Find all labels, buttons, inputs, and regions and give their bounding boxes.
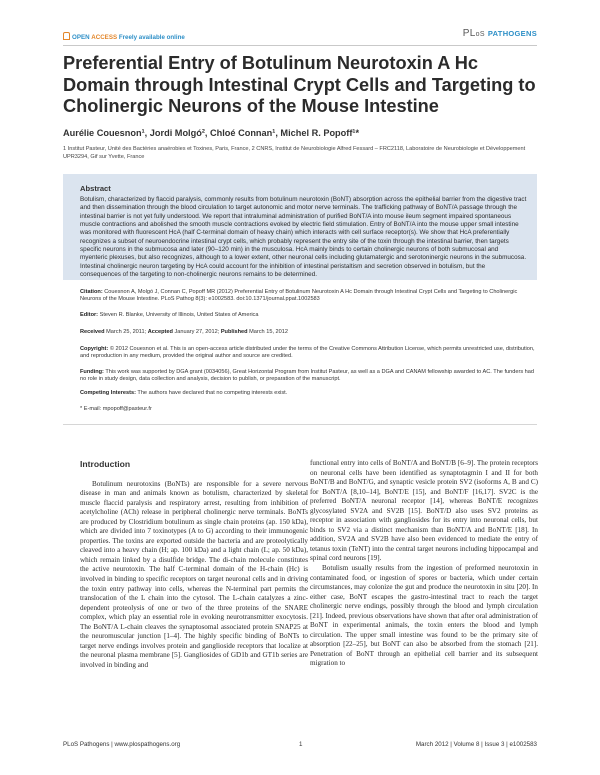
editor-text: Steven R. Blanke, University of Illinois, United States of America [99,312,259,318]
open-access-label: OPEN [72,34,90,41]
funding-block: Funding: This work was supported by DGA grant (0034056), Great Horizontal Program from Institut Pasteur, as well as a DGA and CANAM fellowship awarded to AC. The funders had no role in study design, data collection and analysis, decision to publish, or preparation of the manuscript. [80,369,535,383]
affiliations: 1 Institut Pasteur, Unité des Bactéries anaérobies et Toxines, Paris, France, 2 CNRS, Institut de Neurobiologie Alfred Fessard – FRC2118, Laboratoire de Neurobiologie et Développement UPR3294, Gif sur Yvette, France [63,146,526,160]
freely-available-label: Freely available online [118,34,185,41]
email-block: * E-mail: mpopoff@pasteur.fr [80,406,152,412]
dates-block: Received March 25, 2011; Accepted January 27, 2012; Published March 15, 2012 [80,329,288,335]
author-list: Aurélie Couesnon¹, Jordi Molgó², Chloé Connan¹, Michel R. Popoff¹* [63,128,360,138]
accepted-date: January 27, 2012; [174,329,220,335]
intro-paragraph-1: Botulinum neurotoxins (BoNTs) are responsible for a severe nervous disease in man and animals known as botulism, characterized by skeletal muscle flaccid paralysis and respiratory arrest, resulting from inhibition of acetylcholine (ACh) release in peripheral cholinergic nerve terminals. BoNTs are produced by Clostridium botulinum as single chain proteins (ap. 150 kDa), which are divided into 7 toxinotypes (A to G) according to their immunogenic properties. The toxins are exported outside the bacteria and are proteolytically cleaved into a heavy chain (H; ap. 100 kDa) and a light chain (L; ap. 50 kDa), which remain linked by a disulfide bridge. The di-chain molecule constitutes the active neurotoxin. The half C-terminal domain of the H-chain (Hc) is involved in binding to specific receptors on target neuronal cells and in driving the toxin entry pathway into cells, whereas the N-terminal part permits the translocation of the L chain into the cytosol. The L-chain catalyzes a zinc-dependent proteolysis of one or two of the three proteins of the SNARE complex, which play an essential role in evoking neurotransmitter exocytosis. The BoNT/A L-chain cleaves the synaptosomal associated protein SNAP25 at the neuromuscular junction [1–4]. The highly specific binding of BoNTs to target nerve endings involves protein and ganglioside receptors that localize at the neuronal plasma membrane [5]. Gangliosides of GD1b and GT1b series are involved in binding and [80,479,308,669]
abstract-text: Botulism, characterized by flaccid paralysis, commonly results from botulinum neurotoxin (BoNT) absorption across the epithelial barrier from the digestive tract and then dissemination through the blood circulation to target autonomic and motor nerve terminals. The trafficking pathway of BoNT/A passage through the intestinal barrier is not yet fully understood. We report that intraluminal administration of purified BoNT/A into mouse ileum segment impaired spontaneous muscle contractions and abolished the smooth muscle contractions evoked by electric field stimulation. Entry of BoNT/A into the mouse upper small intestine was monitored with fluorescent HcA (half C-terminal domain of heavy chain) which interacts with cell surface receptor(s). We show that HcA preferentially recognizes a subset of neuroendocrine intestinal crypt cells, which probably represent the entry site of the toxin through the intestinal barrier, then targets specific neurons in the submucosa and later (90–120 min) in the musculosa. HcA mainly binds to certain cholinergic neurons of both submucosal and myenteric plexuses, but also recognizes, although to a lower extent, other neuronal cells including glutamatergic and serotoninergic neurons in the submucosa. Intestinal cholinergic neuron targeting by HcA could account for the inhibition of intestinal peristaltism and secretion observed in botulism, but the consequences of the targeting to non-cholinergic neurons remains to be determined. [80,196,527,279]
open-access-badge [63,32,185,41]
copyright-block: Copyright: © 2012 Couesnon et al. This is an open-access article distributed under the terms of the Creative Commons Attribution License, which permits unrestricted use, distribution, and reproduction in any medium, provided the original author and source are credited. [80,346,535,360]
editor-block: Editor: Steven R. Blanke, University of Illinois, United States of America [80,312,259,318]
intro-paragraph-1-continued: functional entry into cells of BoNT/A and BoNT/B [6–9]. The protein receptors on neuronal cells have been identified as synaptotagmin I and II for both BoNT/B and BoNT/G, and synaptic vesicle protein SV2 (isoforms A, B and C) for BoNT/A [8,10–14], BoNT/E [15], and BoNT/F [16,17]. SV2C is the preferred BoNT/A neuronal receptor [14], whereas BoNT/E recognizes glycosylated SV2A and SV2B [15]. BoNT/D also uses SV2 proteins as receptor in association with gangliosides for its entry into neuronal cells, but binds to SV2 via a distinct mechanism than BoNT/A and BoNT/E [18]. In addition, SV2A and SV2B have also been evidenced to mediate the entry of tetanus toxin (TeNT) into the central target neurons including hippocampal and spinal cord neurons [19]. [310,459,538,563]
journal-logo-pathogens: PATHOGENS [487,29,537,38]
abstract-box [63,174,537,280]
citation-text: Couesnon A, Molgó J, Connan C, Popoff MR (2012) Preferential Entry of Botulinum Neurotoxin A Hc Domain through Intestinal Crypt Cells and Targeting to Cholinergic Neurons of the Mouse Intestine. PLoS Pathog 8(3): e1002583. doi:10.1371/journal.ppat.1002583 [80,289,518,303]
competing-interests-text: The authors have declared that no competing interests exist. [137,390,288,396]
article-title: Preferential Entry of Botulinum Neurotoxin A Hc Domain through Intestinal Crypt Cells and Targeting to Cholinergic Neurons of the Mouse Intestine [63,53,536,116]
open-lock-icon [63,32,70,40]
intro-left-column [80,460,308,670]
funding-text: This work was supported by DGA grant (0034056), Great Horizontal Program from Institut Pasteur, as well as a DGA and CANAM fellowship awarded to AC. The funders had no role in study design, data collection and analysis, decision to publish, or preparation of the manuscript. [80,369,535,383]
published-date: March 15, 2012 [249,329,288,335]
intro-paragraph-2: Botulism usually results from the ingestion of preformed neurotoxin in contaminated food, or ingestion of spores or bacteria, which under certain circumstances, may colonize the gut and produce the neurotoxin in situ [20]. In either case, BoNT escapes the gastro-intestinal tract to reach the target cholinergic nerve endings, possibly through the blood and lymph circulation [21]. Indeed, previous observations have shown that after oral administration of BoNT in experimental animals, the toxin enters the blood and lymph circulation. The upper small intestine was found to be the primary site of absorption [22–25], but BoNT can also be absorbed from the stomach [21]. Penetration of BoNT through an epithelial cell barrier and its subsequent migration to [310,564,538,668]
front-matter-divider [63,424,537,425]
corresponding-email[interactable]: mpopoff@pasteur.fr [102,406,152,412]
intro-right-column [310,459,538,669]
competing-interests-block: Competing Interests: The authors have declared that no competing interests exist. [80,390,288,396]
footer-journal-url[interactable]: PLoS Pathogens | www.plospathogens.org [63,741,181,748]
citation-block: Citation: Couesnon A, Molgó J, Connan C, Popoff MR (2012) Preferential Entry of Botulinum Neurotoxin A Hc Domain through Intestinal Crypt Cells and Targeting to Cholinergic Neurons of the Mouse Intestine. PLoS Pathog 8(3): e1002583. doi:10.1371/journal.ppat.1002583 [80,289,518,303]
abstract-heading: Abstract [80,184,111,193]
journal-logo: PLoS PATHOGENS [462,28,537,39]
access-label: ACCESS [91,34,118,41]
footer-issue-info: March 2012 | Volume 8 | Issue 3 | e1002583 [415,741,537,748]
introduction-heading: Introduction [80,459,131,469]
journal-header-bar [63,30,537,44]
copyright-text: © 2012 Couesnon et al. This is an open-access article distributed under the terms of the Creative Commons Attribution License, which permits unrestricted use, distribution, and reproduction in any medium, provided the original author and source are credited. [80,346,535,360]
page-number: 1 [299,741,303,748]
header-divider [63,45,537,46]
received-date: March 25, 2011; [106,329,147,335]
